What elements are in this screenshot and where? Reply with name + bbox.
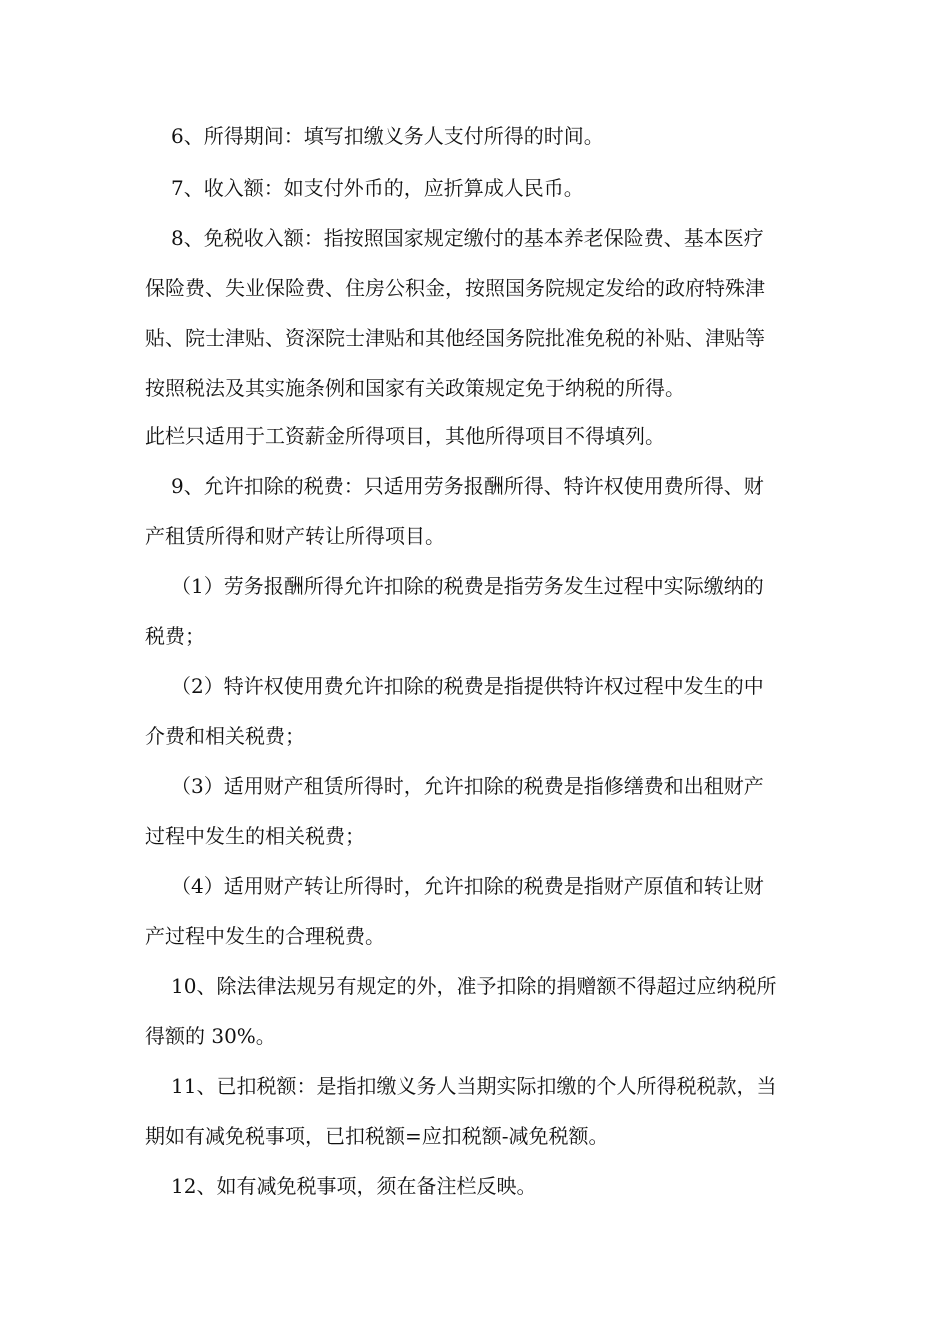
paragraph-line-item-8-cont-2: 贴、院士津贴、资深院士津贴和其他经国务院批准免税的补贴、津贴等 bbox=[145, 326, 765, 350]
paragraph-line-sub-1-cont: 税费； bbox=[145, 624, 205, 648]
paragraph-line-sub-2: （2）特许权使用费允许扣除的税费是指提供特许权过程中发生的中 bbox=[171, 674, 764, 698]
paragraph-line-item-10: 10、除法律法规另有规定的外，准予扣除的捐赠额不得超过应纳税所 bbox=[171, 974, 777, 998]
paragraph-line-item-9: 9、允许扣除的税费：只适用劳务报酬所得、特许权使用费所得、财 bbox=[171, 474, 764, 498]
paragraph-line-item-8: 8、免税收入额：指按照国家规定缴付的基本养老保险费、基本医疗 bbox=[171, 226, 764, 250]
paragraph-line-item-7: 7、收入额：如支付外币的，应折算成人民币。 bbox=[171, 176, 584, 200]
paragraph-line-sub-4: （4）适用财产转让所得时，允许扣除的税费是指财产原值和转让财 bbox=[171, 874, 764, 898]
paragraph-line-sub-4-cont: 产过程中发生的合理税费。 bbox=[145, 924, 385, 948]
paragraph-line-item-8-cont-3: 按照税法及其实施条例和国家有关政策规定免于纳税的所得。 bbox=[145, 376, 685, 400]
paragraph-line-sub-2-cont: 介费和相关税费； bbox=[145, 724, 305, 748]
paragraph-line-sub-3-cont: 过程中发生的相关税费； bbox=[145, 824, 365, 848]
paragraph-line-sub-1: （1）劳务报酬所得允许扣除的税费是指劳务发生过程中实际缴纳的 bbox=[171, 574, 764, 598]
paragraph-line-item-6: 6、所得期间：填写扣缴义务人支付所得的时间。 bbox=[171, 124, 604, 148]
paragraph-line-item-10-cont: 得额的 30%。 bbox=[145, 1024, 276, 1048]
paragraph-line-item-12: 12、如有减免税事项，须在备注栏反映。 bbox=[171, 1174, 537, 1198]
paragraph-line-item-8-cont-1: 保险费、失业保险费、住房公积金，按照国务院规定发给的政府特殊津 bbox=[145, 276, 765, 300]
paragraph-line-item-11: 11、已扣税额：是指扣缴义务人当期实际扣缴的个人所得税税款，当 bbox=[171, 1074, 777, 1098]
paragraph-line-item-11-cont: 期如有减免税事项，已扣税额=应扣税额-减免税额。 bbox=[145, 1124, 609, 1148]
paragraph-line-item-9-cont: 产租赁所得和财产转让所得项目。 bbox=[145, 524, 445, 548]
paragraph-line-note: 此栏只适用于工资薪金所得项目，其他所得项目不得填列。 bbox=[145, 424, 665, 448]
paragraph-line-sub-3: （3）适用财产租赁所得时，允许扣除的税费是指修缮费和出租财产 bbox=[171, 774, 764, 798]
